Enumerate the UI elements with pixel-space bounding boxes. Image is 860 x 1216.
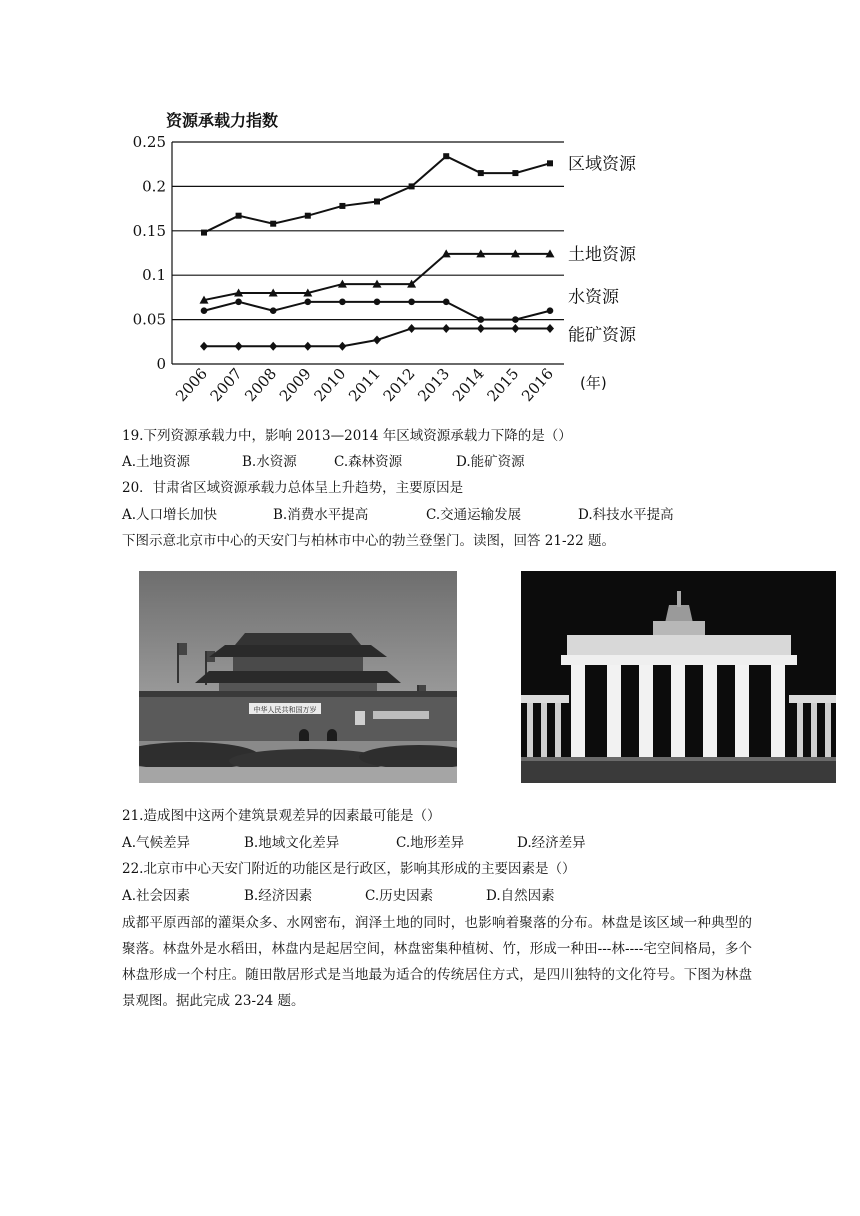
data-point [339, 299, 346, 306]
data-point [478, 170, 484, 176]
data-point [512, 316, 519, 323]
tiananmen-sign: 中华人民共和国万岁 [253, 706, 317, 714]
resource-capacity-chart [118, 100, 638, 420]
q19-option-a: A.土地资源 [122, 454, 191, 470]
data-point [512, 170, 518, 176]
data-point [304, 342, 312, 351]
x-tick-label: 2006 [172, 364, 211, 406]
q20-option-a: A.人口增长加快 [122, 507, 218, 523]
series-label: 土地资源 [568, 244, 636, 265]
y-tick-label: 0.15 [132, 221, 166, 240]
y-tick-label: 0.25 [132, 133, 166, 151]
y-tick-label: 0.2 [142, 177, 166, 196]
q22-option-d: D.自然因素 [486, 888, 555, 904]
data-point [477, 324, 485, 333]
q20-option-c: C.交通运输发展 [426, 507, 522, 523]
x-tick-label: 2008 [241, 364, 281, 406]
q19-option-c: C.森林资源 [334, 454, 403, 470]
chart-title: 资源承载力指数 [166, 111, 279, 130]
series-line [204, 156, 550, 232]
question-20-options [122, 505, 674, 525]
x-tick-label: 2015 [483, 364, 523, 406]
x-tick-label: 2007 [206, 364, 246, 406]
x-axis-label: (年) [580, 374, 607, 392]
data-point [547, 160, 553, 166]
data-point [478, 316, 485, 323]
passage-23-24: 成都平原西部的灌渠众多、水网密布，润泽土地的同时，也影响着聚落的分布。林盘是该区域一种典型的聚落。林盘外是水稻田，林盘内是起居空间，林盘密集种植树、竹，形成一种田---林----宅空间格局，多个林盘形成一个村庄。随田散居形式是当地最为适合的传统居住方式，是四川独特的文化符号。下图为林盘景观图。据此完成 23-24 题。 [122, 915, 752, 1009]
chart-svg [118, 100, 638, 420]
q20-option-b: B.消费水平提高 [273, 507, 369, 523]
question-19: 19.下列资源承载力中，影响 2013—2014 年区域资源承载力下降的是（） [122, 428, 572, 444]
x-tick-label: 2013 [414, 364, 454, 406]
question-21: 21.造成图中这两个建筑景观差异的因素最可能是（） [122, 808, 441, 824]
data-point [374, 299, 381, 306]
question-22: 22.北京市中心天安门附近的功能区是行政区，影响其形成的主要因素是（） [122, 861, 576, 877]
data-point [546, 324, 554, 333]
series-label: 水资源 [568, 287, 619, 308]
q22-option-a: A.社会因素 [122, 888, 191, 904]
y-tick-label: 0.1 [142, 266, 166, 285]
q20-option-d: D.科技水平提高 [578, 507, 674, 523]
data-point [201, 230, 207, 236]
q19-option-d: D.能矿资源 [456, 454, 525, 470]
question-21-options [122, 833, 586, 853]
data-point [409, 183, 415, 189]
data-point [443, 299, 450, 306]
data-point [408, 299, 415, 306]
y-tick-label: 0.05 [132, 310, 166, 329]
data-point [236, 213, 242, 219]
x-tick-label: 2009 [275, 364, 315, 406]
data-point [511, 324, 519, 333]
question-19-options [122, 452, 525, 472]
x-tick-label: 2010 [310, 364, 350, 406]
q21-option-b: B.地域文化差异 [244, 835, 340, 851]
q21-option-a: A.气候差异 [122, 835, 191, 851]
question-20: 20．甘肃省区域资源承载力总体呈上升趋势，主要原因是 [122, 480, 464, 496]
q22-option-b: B.经济因素 [244, 888, 313, 904]
data-point [270, 221, 276, 227]
data-point [201, 307, 208, 314]
x-tick-label: 2011 [345, 364, 384, 406]
data-point [269, 342, 277, 351]
data-point [235, 342, 243, 351]
data-point [408, 324, 416, 333]
data-point [443, 153, 449, 159]
tiananmen-photo [139, 571, 457, 783]
data-point [338, 342, 346, 351]
x-tick-label: 2012 [379, 364, 419, 406]
y-tick-label: 0 [156, 355, 166, 373]
x-tick-label: 2016 [518, 364, 557, 406]
data-point [305, 299, 312, 306]
data-point [442, 324, 450, 333]
question-22-options [122, 886, 555, 906]
data-point [200, 342, 208, 351]
data-point [235, 299, 242, 306]
q22-option-c: C.历史因素 [365, 888, 434, 904]
series-line [204, 254, 550, 300]
data-point [547, 307, 554, 314]
q19-option-b: B.水资源 [242, 454, 297, 470]
data-point [339, 203, 345, 209]
x-tick-label: 2014 [448, 364, 488, 406]
q21-option-d: D.经济差异 [517, 835, 586, 851]
data-point [373, 336, 381, 345]
series-label: 区域资源 [568, 154, 636, 175]
data-point [270, 307, 277, 314]
brandenburg-gate-photo [521, 571, 836, 783]
series-label: 能矿资源 [568, 325, 636, 346]
intro-21-22: 下图示意北京市中心的天安门与柏林市中心的勃兰登堡门。读图，回答 21-22 题。 [122, 533, 615, 549]
data-point [305, 213, 311, 219]
q21-option-c: C.地形差异 [396, 835, 465, 851]
data-point [374, 198, 380, 204]
